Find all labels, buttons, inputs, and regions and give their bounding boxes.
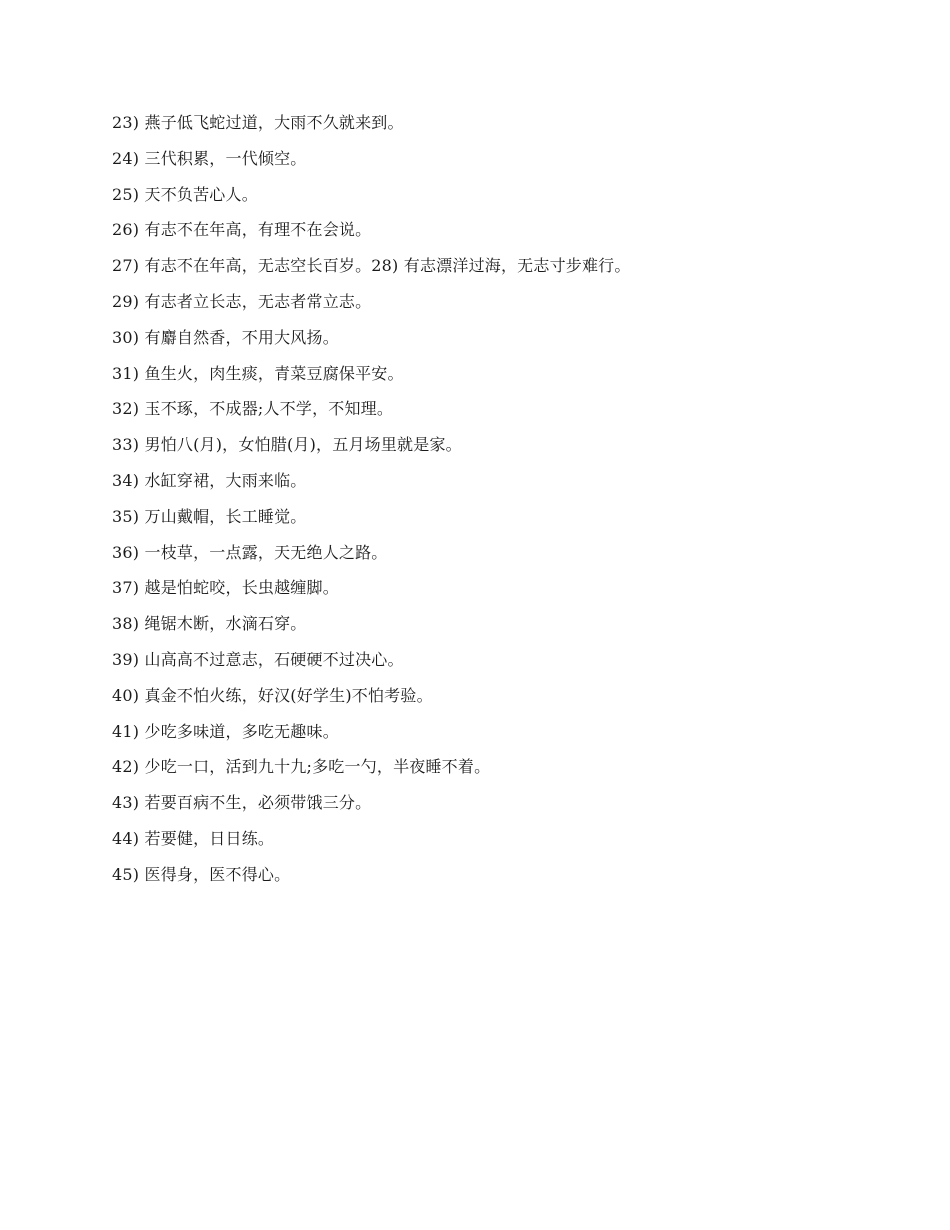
proverb-line: 41) 少吃多味道，多吃无趣味。 — [112, 721, 339, 741]
proverb-line: 38) 绳锯木断，水滴石穿。 — [112, 614, 307, 634]
proverb-line: 39) 山高高不过意志，石硬硬不过决心。 — [112, 649, 404, 669]
proverb-line: 36) 一枝草，一点露，天无绝人之路。 — [112, 542, 388, 562]
proverb-line: 40) 真金不怕火练，好汉(好学生)不怕考验。 — [112, 685, 433, 705]
proverb-line: 27) 有志不在年高，无志空长百岁。28) 有志漂洋过海，无志寸步难行。 — [112, 256, 631, 276]
proverb-line: 35) 万山戴帽，长工睡觉。 — [112, 506, 307, 526]
proverb-line: 45) 医得身，医不得心。 — [112, 864, 291, 884]
proverb-line: 23) 燕子低飞蛇过道，大雨不久就来到。 — [112, 113, 404, 132]
proverb-line: 37) 越是怕蛇咬，长虫越缠脚。 — [112, 578, 339, 598]
proverb-line: 43) 若要百病不生，必须带饿三分。 — [112, 793, 372, 813]
proverb-line: 29) 有志者立长志，无志者常立志。 — [112, 291, 372, 311]
proverb-line: 32) 玉不琢，不成器;人不学，不知理。 — [112, 399, 394, 419]
proverb-list — [112, 111, 892, 899]
proverb-line: 33) 男怕八(月)，女怕腊(月)，五月场里就是家。 — [112, 435, 462, 455]
proverb-line: 31) 鱼生火，肉生痰，青菜豆腐保平安。 — [112, 363, 404, 383]
proverb-line: 34) 水缸穿裙，大雨来临。 — [112, 470, 307, 490]
proverb-line: 26) 有志不在年高，有理不在会说。 — [112, 220, 372, 240]
proverb-line: 30) 有麝自然香，不用大风扬。 — [112, 327, 339, 347]
proverb-line: 25) 天不负苦心人。 — [112, 184, 258, 204]
proverb-line: 44) 若要健，日日练。 — [112, 828, 275, 848]
proverb-line: 42) 少吃一口，活到九十九;多吃一勺，半夜睡不着。 — [112, 757, 491, 777]
proverb-line: 24) 三代积累，一代倾空。 — [112, 148, 307, 168]
